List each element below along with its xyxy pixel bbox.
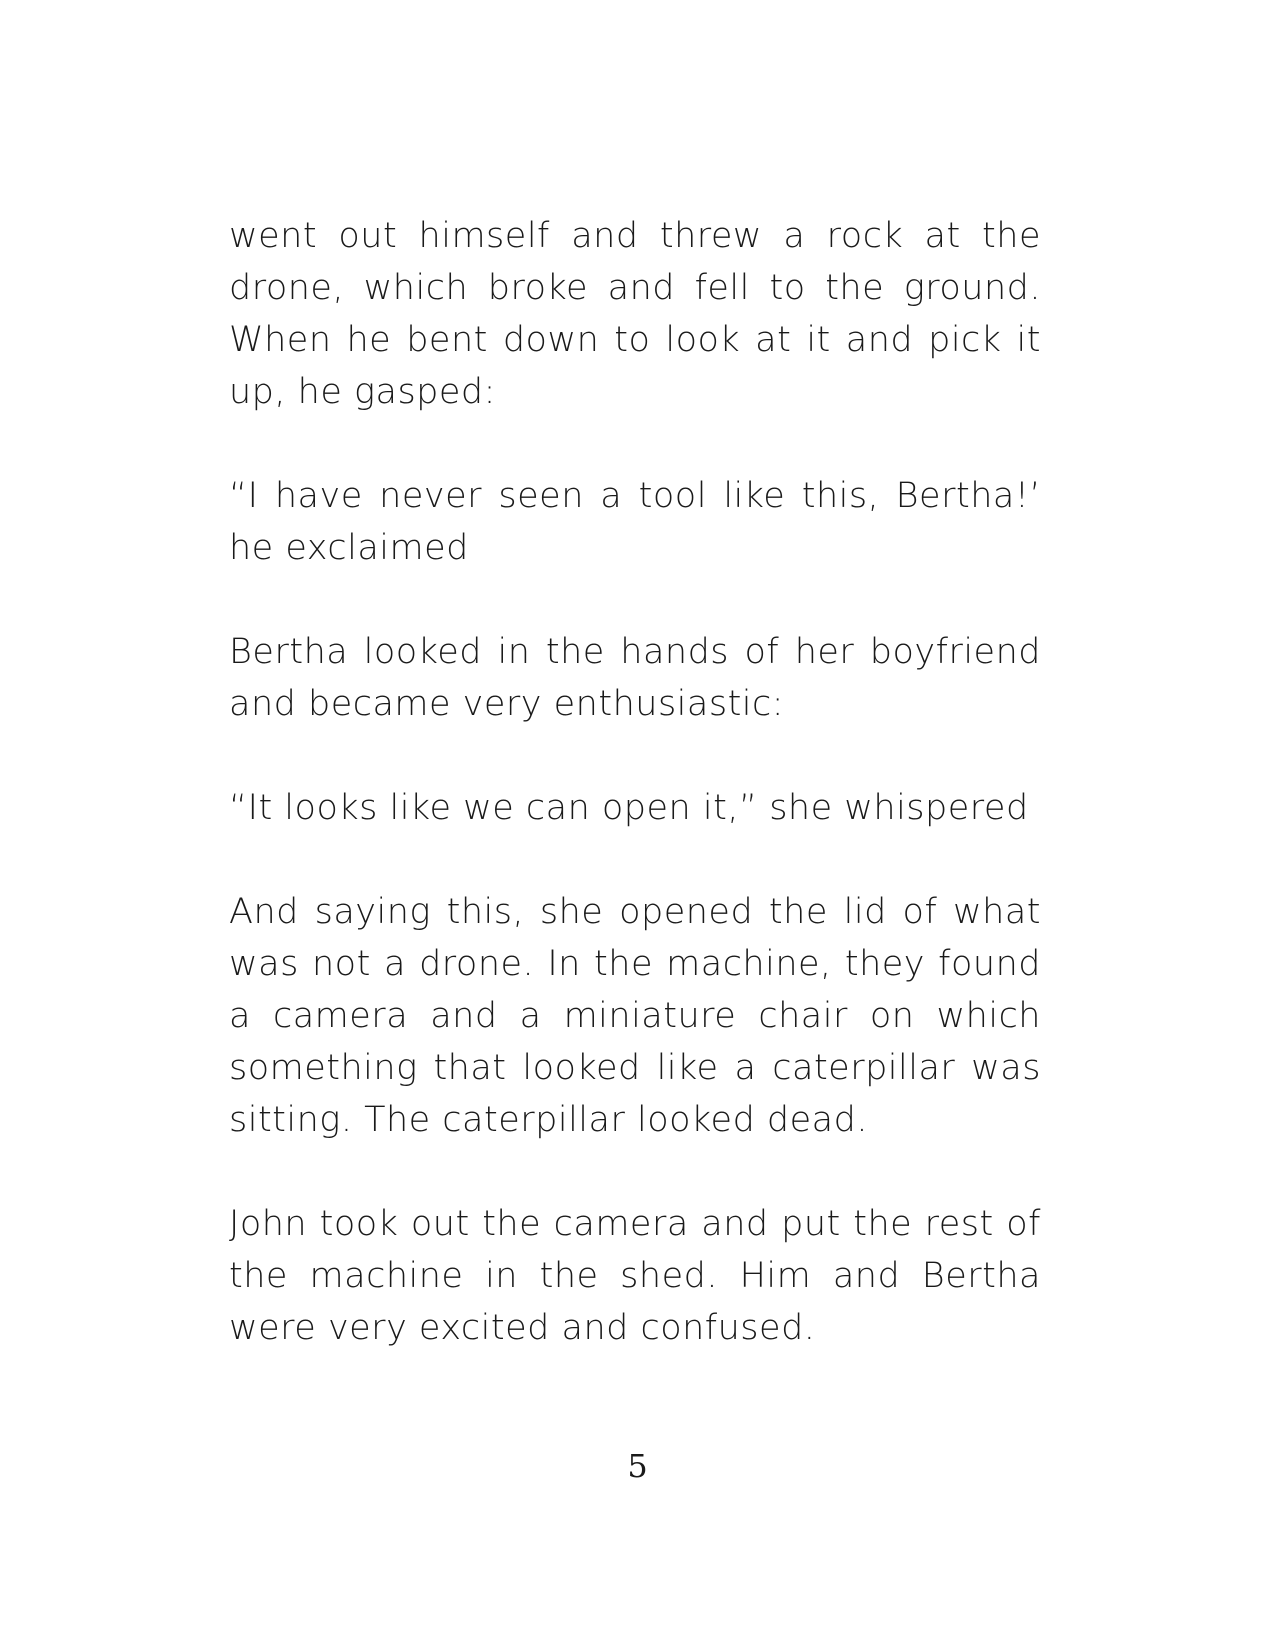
page-number: 5 xyxy=(627,1447,648,1485)
paragraph-6: John took out the camera and put the rest of the machine in the shed. Him and Bertha were very excited and confused. xyxy=(229,1204,1041,1348)
paragraph-2: “I have never seen a tool like this, Bertha!’ he exclaimed xyxy=(229,476,1041,568)
paragraph-5: And saying this, she opened the lid of what was not a drone. In the machine, they found a camera and a miniature chair on which something that looked like a caterpillar was sitting. The caterpillar looked dead. xyxy=(229,892,1041,1140)
body-text xyxy=(229,210,1041,1406)
paragraph-4: “It looks like we can open it,” she whispered xyxy=(229,788,1029,828)
paragraph-1: went out himself and threw a rock at the drone, which broke and fell to the ground. When he bent down to look at it and pick it up, he gasped: xyxy=(229,216,1041,412)
paragraph-3: Bertha looked in the hands of her boyfriend and became very enthusiastic: xyxy=(229,632,1041,724)
